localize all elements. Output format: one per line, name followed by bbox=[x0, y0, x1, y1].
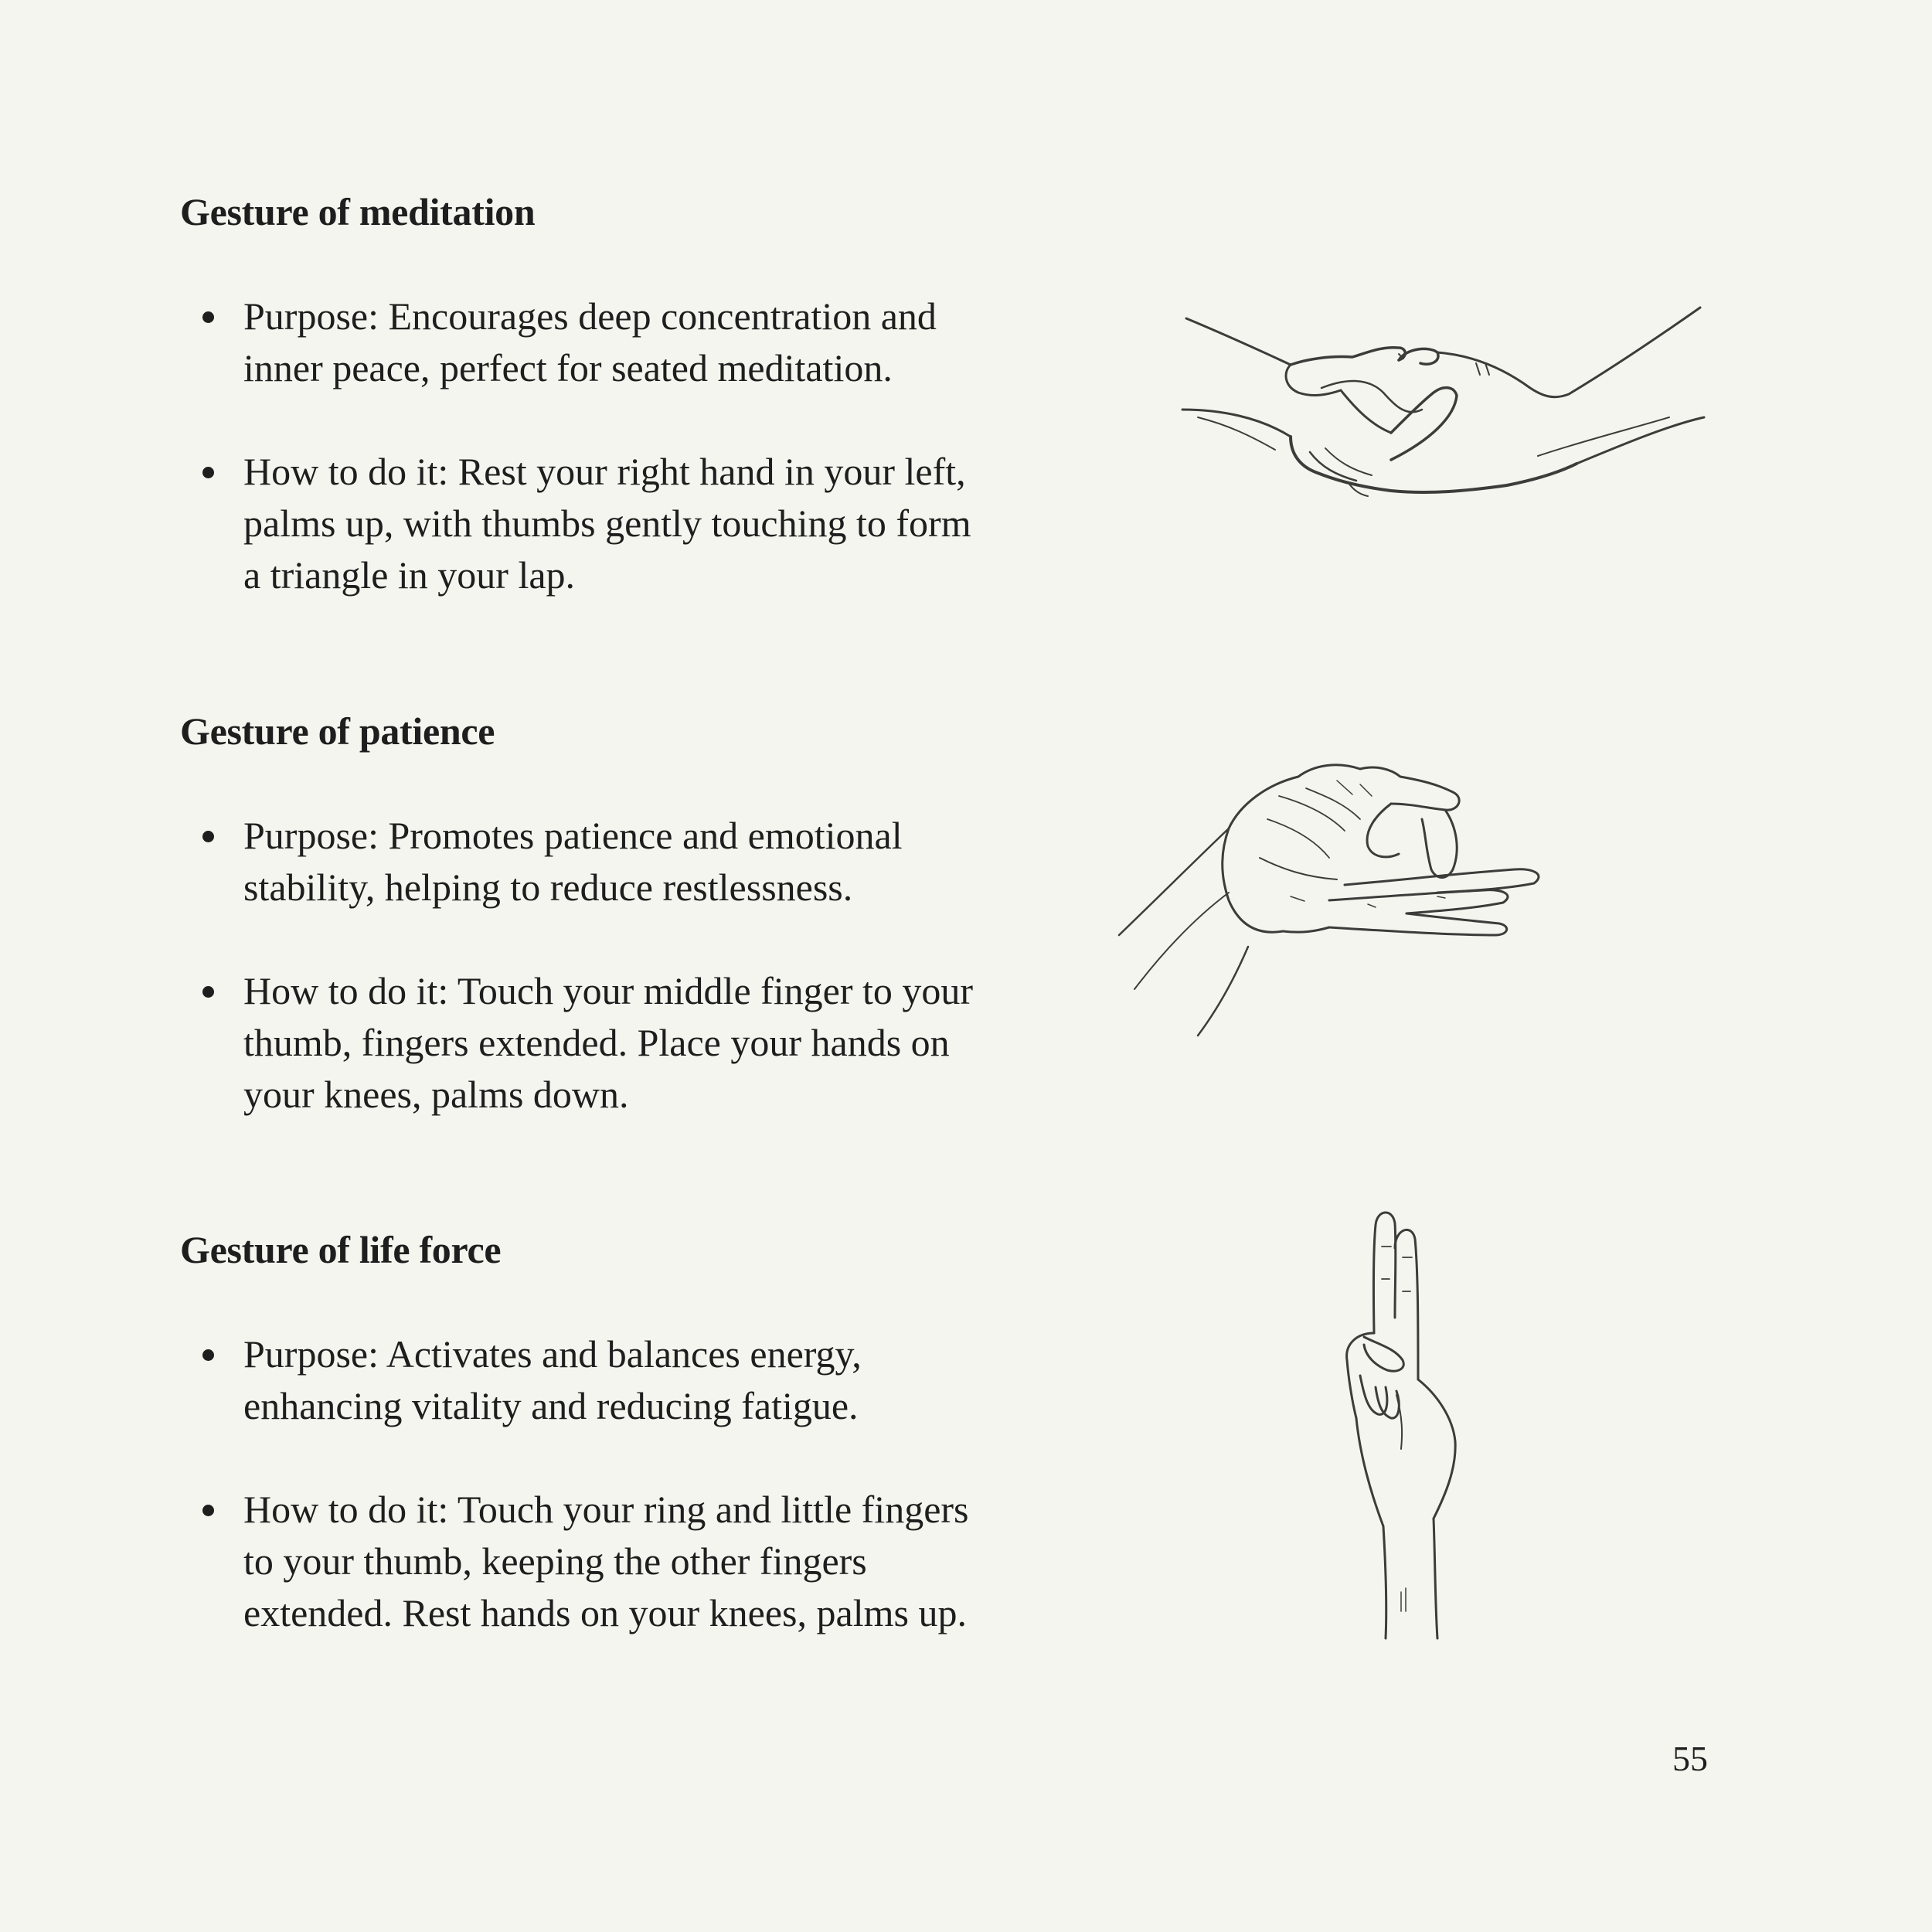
bullet-list bbox=[180, 1328, 992, 1639]
bullet-dot bbox=[202, 311, 214, 323]
bullet-text: How to do it: Touch your middle finger to your thumb, fingers extended. Place your hands on your knees, palms down. bbox=[243, 969, 974, 1116]
list-item bbox=[180, 1328, 992, 1432]
cupped-hands-icon bbox=[1175, 301, 1708, 510]
section-life-force bbox=[180, 1225, 992, 1639]
two-fingers-raised-icon bbox=[1287, 1202, 1507, 1646]
bullet-list bbox=[180, 810, 992, 1121]
section-title: Gesture of life force bbox=[180, 1228, 502, 1271]
section-meditation bbox=[180, 187, 992, 601]
bullet-text: How to do it: Rest your right hand in your left, palms up, with thumbs gently touching to form a triangle in your lap. bbox=[243, 450, 971, 597]
list-item bbox=[180, 965, 992, 1121]
bullet-list bbox=[180, 291, 992, 601]
section-title: Gesture of patience bbox=[180, 709, 495, 753]
bullet-text: Purpose: Promotes patience and emotional stability, helping to reduce restlessness. bbox=[243, 814, 903, 909]
list-item bbox=[180, 446, 992, 601]
section-title: Gesture of meditation bbox=[180, 190, 536, 233]
list-item bbox=[180, 1484, 992, 1639]
bullet-dot bbox=[202, 467, 214, 478]
bullet-dot bbox=[202, 1349, 214, 1361]
page-number: 55 bbox=[1672, 1739, 1708, 1778]
hand-mudra-icon bbox=[1113, 742, 1654, 1039]
bullet-text: How to do it: Touch your ring and little fingers to your thumb, keeping the other fingers extended. Rest hands on your knees, palms up. bbox=[243, 1488, 969, 1634]
bullet-text: Purpose: Activates and balances energy, enhancing vitality and reducing fatigue. bbox=[243, 1332, 862, 1427]
bullet-dot bbox=[202, 1505, 214, 1516]
bullet-dot bbox=[202, 831, 214, 842]
section-patience bbox=[180, 706, 992, 1121]
bullet-dot bbox=[202, 986, 214, 998]
list-item bbox=[180, 810, 992, 913]
bullet-text: Purpose: Encourages deep concentration and inner peace, perfect for seated meditation. bbox=[243, 294, 937, 389]
list-item bbox=[180, 291, 992, 394]
